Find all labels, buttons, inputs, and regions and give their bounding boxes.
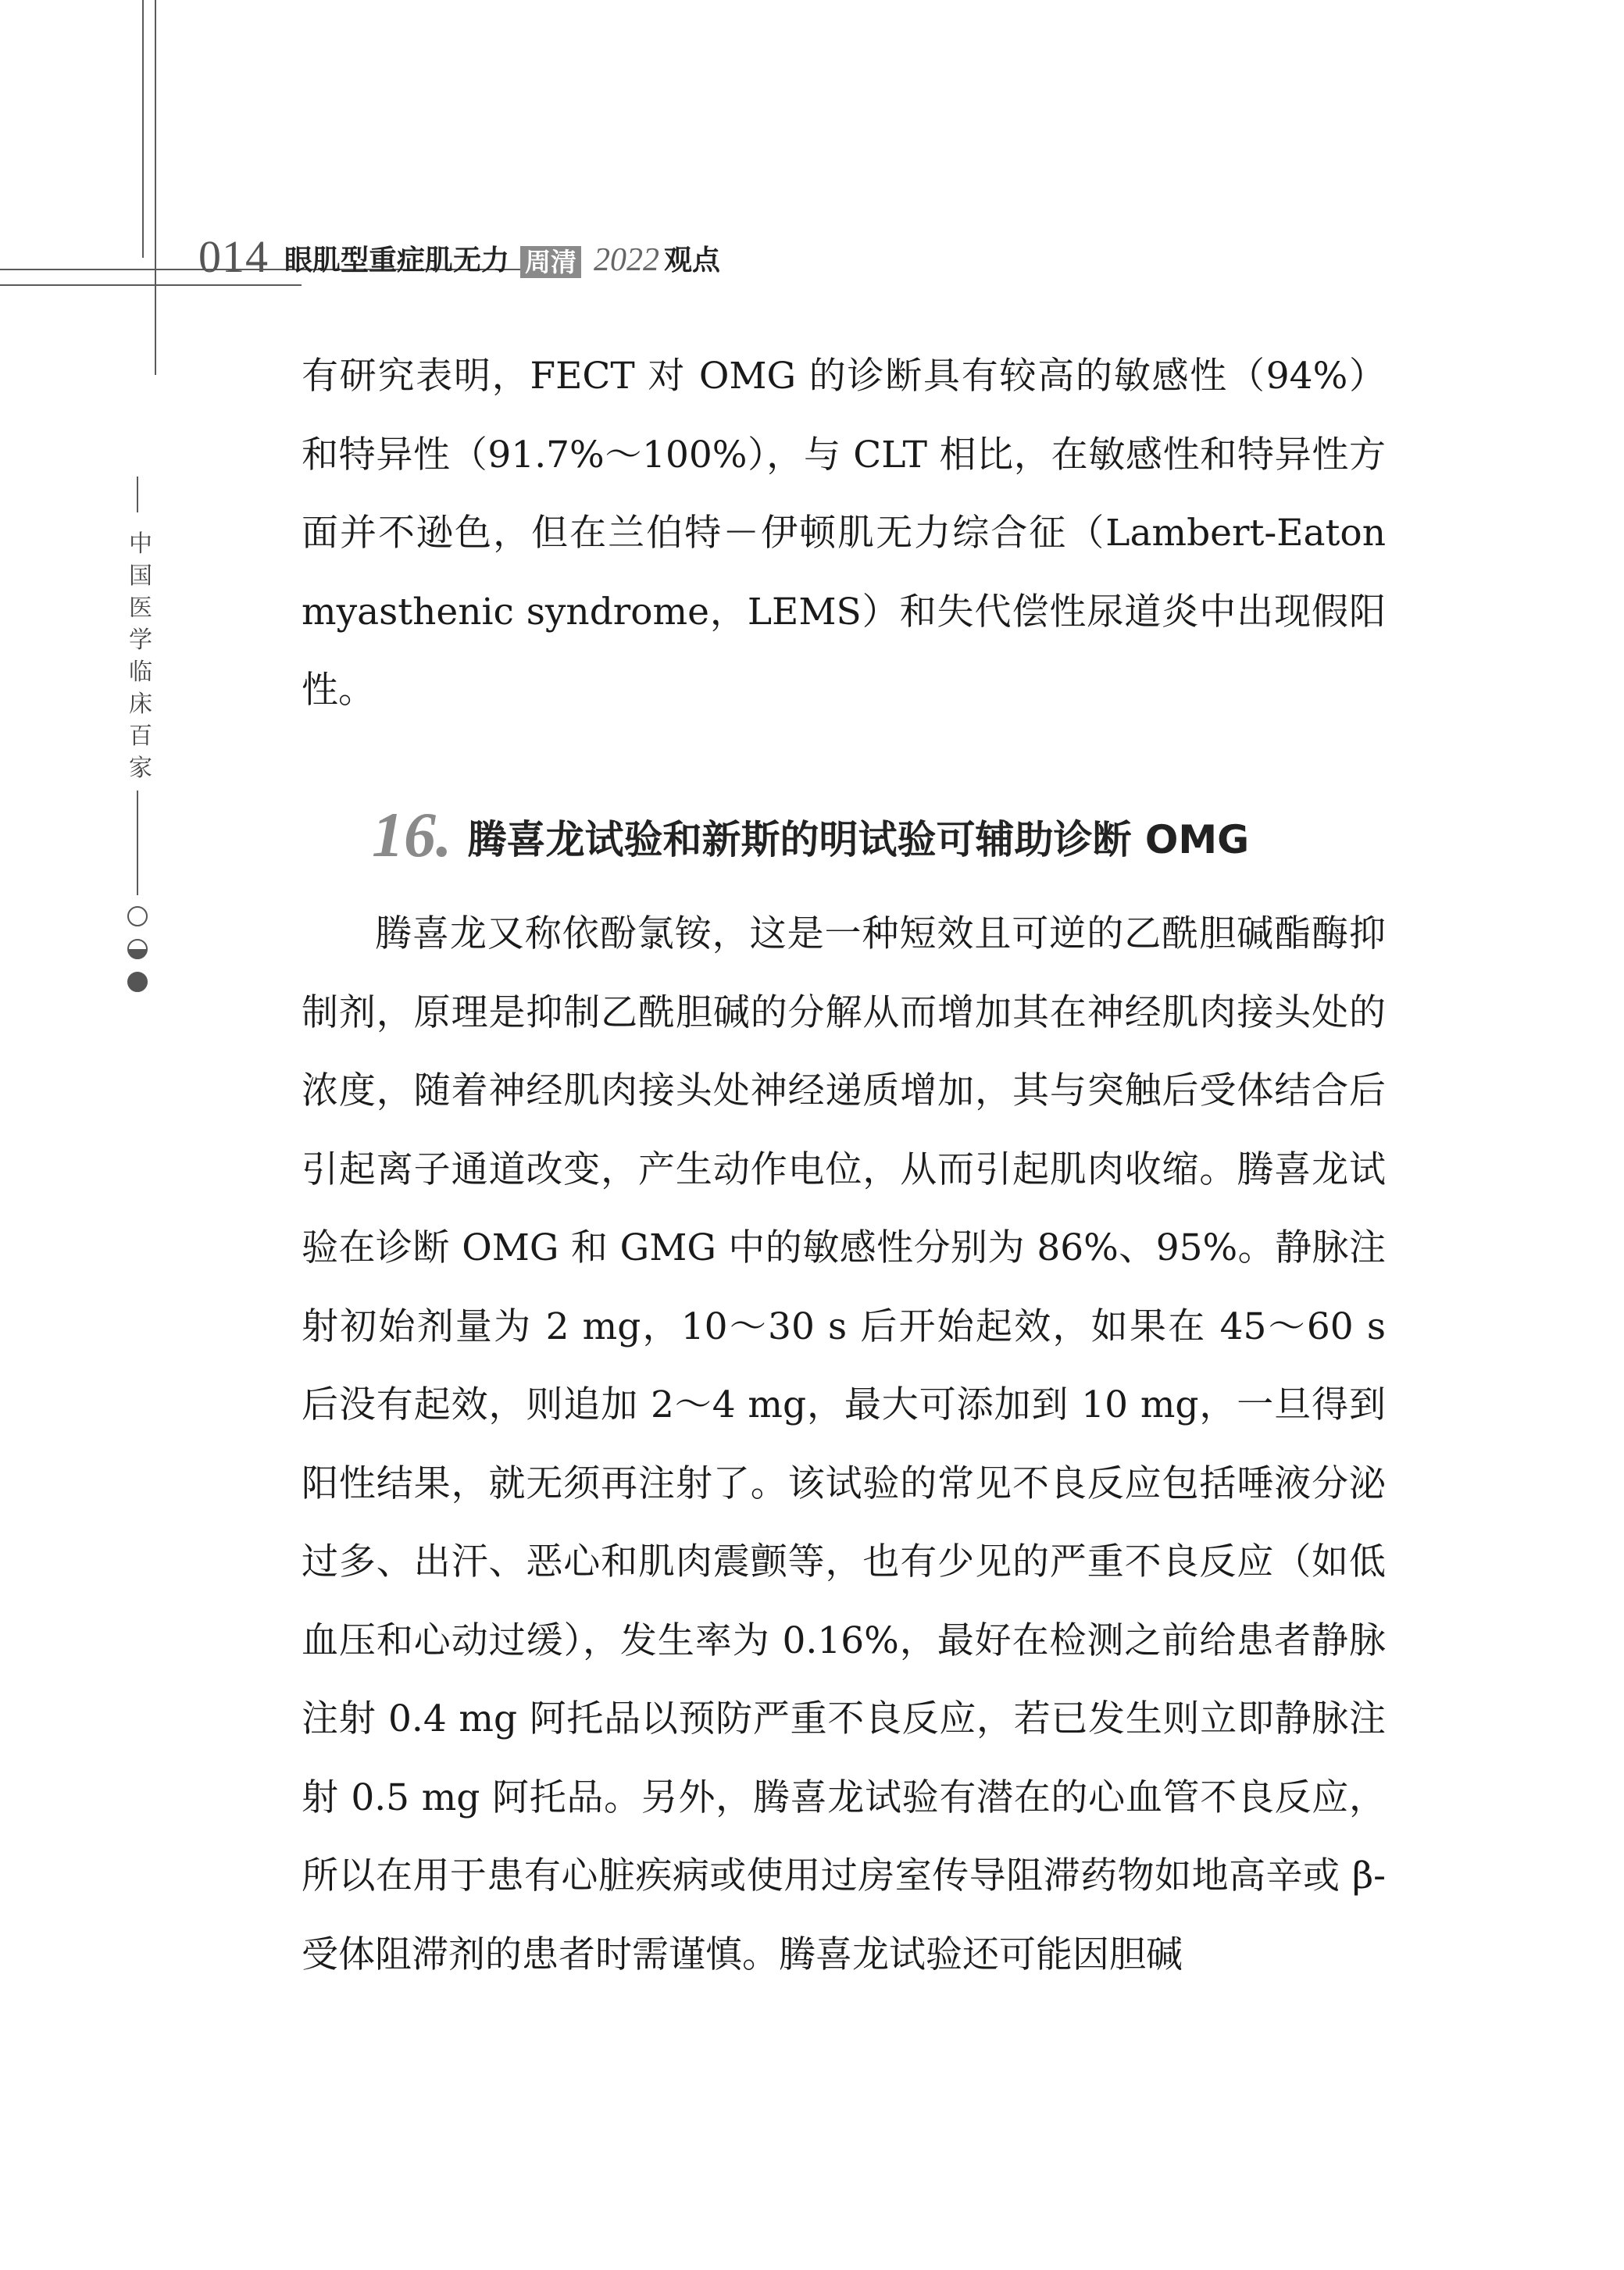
side-label-char: 家	[129, 755, 152, 782]
body-paragraph: 腾喜龙又称依酚氯铵，这是一种短效且可逆的乙酰胆碱酯酶抑制剂，原理是抑制乙酰胆碱的分解从而增加其在神经肌肉接头处的浓度，随着神经肌肉接头处神经递质增加，其与突触后受体结合后引起离子通道改变，产生动作电位，从而引起肌肉收缩。腾喜龙试验在诊断 OMG 和 GMG 中的敏感性分别为 86%、95%。静脉注射初始剂量为 2 mg，10～30 s 后开始起效，如果在 45～60 s 后没有起效，则追加 2～4 mg，最大可添加到 10 mg，一旦得到阳性结果，就无须再注射了。该试验的常见不良反应包括唾液分泌过多、出汗、恶心和肌肉震颤等，也有少见的严重不良反应（如低血压和心动过缓），发生率为 0.16%，最好在检测之前给患者静脉注射 0.4 mg 阿托品以预防严重不良反应，若已发生则立即静脉注射 0.5 mg 阿托品。另外，腾喜龙试验有潜在的心血管不良反应，所以在用于患有心脏疾病或使用过房室传导阻滞药物如地高辛或 β-受体阻滞剂的患者时需谨慎。腾喜龙试验还可能因胆碱	[302, 912, 1386, 1976]
header-horizontal-rule-lower	[0, 284, 302, 286]
side-label-char: 中	[129, 530, 152, 558]
running-header	[198, 217, 720, 280]
book-title: 眼肌型重症肌无力	[284, 244, 510, 277]
viewpoint-label: 观点	[664, 244, 721, 277]
intro-paragraph: 有研究表明，FECT 对 OMG 的诊断具有较高的敏感性（94%）和特异性（91.7%～100%），与 CLT 相比，在敏感性和特异性方面并不逊色，但在兰伯特－伊顿肌无力综合征（Lambert-Eaton myasthenic syndrome，LEMS）和失代偿性尿道炎中出现假阳性。	[302, 355, 1386, 712]
side-label-char: 临	[129, 659, 152, 686]
page-number: 014	[198, 231, 269, 282]
side-label-char: 百	[129, 723, 152, 750]
section-number: 16.	[372, 799, 452, 870]
side-label-char: 床	[129, 691, 152, 718]
author-badge: 周清	[520, 246, 581, 278]
section-heading	[372, 797, 1250, 870]
side-divider-upper	[137, 476, 138, 512]
year-label: 2022	[594, 242, 660, 278]
section-title: 腾喜龙试验和新斯的明试验可辅助诊断 OMG	[467, 817, 1250, 862]
filled-circle-icon	[127, 972, 148, 992]
side-divider-lower	[137, 791, 138, 895]
side-label-char: 学	[129, 626, 152, 654]
side-series-label	[125, 528, 156, 784]
top-vertical-rule-inner	[155, 0, 156, 375]
half-filled-circle-icon	[127, 939, 148, 959]
side-label-char: 国	[129, 562, 152, 590]
side-label-char: 医	[129, 594, 152, 622]
empty-circle-icon	[127, 906, 148, 926]
top-vertical-rule-outer	[142, 0, 144, 258]
